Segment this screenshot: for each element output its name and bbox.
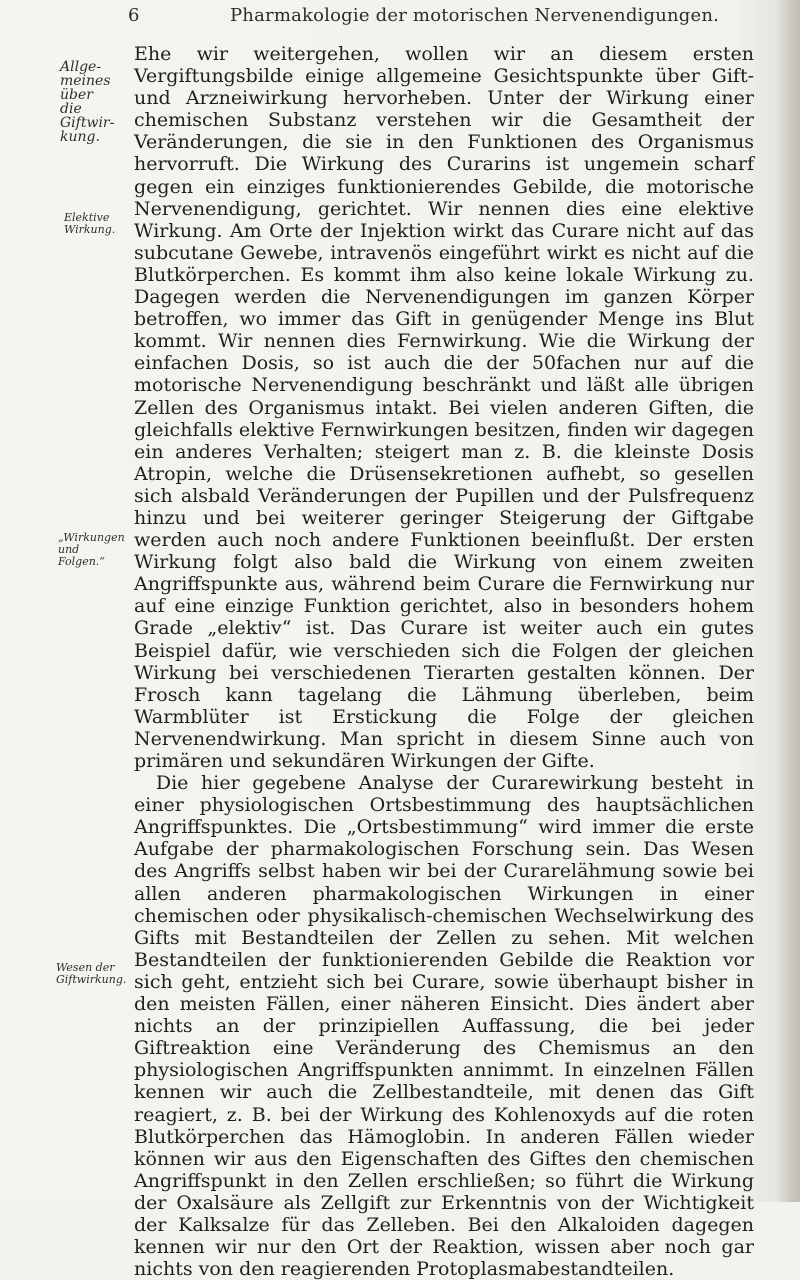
marginal-note-elective-text: Elektive Wirkung.	[64, 211, 116, 236]
marginalia	[0, 0, 127, 1202]
marginal-note-elective	[64, 212, 115, 236]
page-header	[128, 4, 748, 28]
marginal-note-effects-text: „Wirkungen und Folgen.“	[58, 531, 125, 568]
page-number: 6	[128, 5, 140, 26]
marginal-note-nature-text: Wesen der Giftwirkung.	[56, 961, 127, 986]
page-edge	[776, 0, 800, 1202]
marginal-note-effects	[58, 532, 125, 568]
running-head: Pharmakologie der motorischen Nervenendigungen.	[230, 5, 720, 26]
marginal-note-general-text: Allge- meines über die Giftwir- kung.	[60, 59, 115, 145]
main-text	[134, 43, 754, 1280]
marginal-note-general	[60, 60, 114, 144]
paragraph-1: Ehe wir weitergehen, wollen wir an diesem ersten Vergiftungsbilde einige allgemeine Gesichtspunkte über Gift- und Arzneiwirkung hervorheben. Unter der Wirkung einer chemischen Substanz verstehen wir die Gesamtheit der Veränderungen, die sie in den Funktionen des Organismus hervorruft. Die Wirkung des Curarins ist ungemein scharf gegen ein einziges funktionierendes Gebilde, die motorische Nervenendigung, gerichtet. Wir nennen dies eine elektive Wirkung. Am Orte der Injektion wirkt das Curare nicht auf das subcutane Gewebe, intravenös eingeführt wirkt es nicht auf die Blutkörperchen. Es kommt ihm also keine lokale Wirkung zu. Dagegen werden die Nervenendigungen im ganzen Körper betroffen, wo immer das Gift in genügender Menge ins Blut kommt. Wir nennen dies Fernwirkung. Wie die Wirkung der einfachen Dosis, so ist auch die der 50fachen nur auf die motorische Nervenendigung beschränkt und läßt alle übrigen Zellen des Organismus intakt. Bei vielen anderen Giften, die gleichfalls elektive Fernwirkungen besitzen, finden wir dagegen ein anderes Verhalten; steigert man z. B. die kleinste Dosis Atropin, welche die Drüsensekretionen aufhebt, so gesellen sich alsbald Veränderungen der Pupillen und der Pulsfrequenz hinzu und bei weiterer geringer Steigerung der Giftgabe werden auch noch andere Funktionen beeinflußt. Der ersten Wirkung folgt also bald die Wirkung von einem zweiten Angriffspunkte aus, während beim Curare die Fernwirkung nur auf eine einzige Funktion gerichtet, also in besonders hohem Grade „elektiv“ ist. Das Curare ist weiter auch ein gutes Beispiel dafür, wie verschieden sich die Folgen der gleichen Wirkung bei verschiedenen Tierarten gestalten können. Der Frosch kann tagelang die Lähmung überleben, beim Warmblüter ist Erstickung die Folge der gleichen Nervenendwirkung. Man spricht in diesem Sinne auch von primären und sekundären Wirkungen der Gifte.	[134, 43, 754, 772]
paragraph-2: Die hier gegebene Analyse der Curarewirkung besteht in einer physiologischen Ortsbestimmung des hauptsächlichen Angriffspunktes. Die „Ortsbestimmung“ wird immer die erste Aufgabe der pharmakologischen Forschung sein. Das Wesen des Angriffs selbst haben wir bei der Curarelähmung sowie bei allen anderen pharmakologischen Wirkungen in einer chemischen oder physikalisch-chemischen Wechselwirkung des Gifts mit Bestandteilen der Zellen zu sehen. Mit welchen Bestandteilen der funktionierenden Gebilde die Reaktion vor sich geht, entzieht sich bei Curare, sowie überhaupt bisher in den meisten Fällen, einer näheren Einsicht. Dies ändert aber nichts an der prinzipiellen Auffassung, die bei jeder Giftreaktion eine Veränderung des Chemismus an den physiologischen Angriffspunkten annimmt. In einzelnen Fällen kennen wir auch die Zellbestandteile, mit denen das Gift reagiert, z. B. bei der Wirkung des Kohlenoxyds auf die roten Blutkörperchen das Hämoglobin. In anderen Fällen wieder können wir aus den Eigenschaften des Giftes den chemischen Angriffspunkt in den Zellen erschließen; so führt die Wirkung der Oxalsäure als Zellgift zur Erkenntnis von der Wichtigkeit der Kalksalze für das Zelleben. Bei den Alkaloiden dagegen kennen wir nur den Ort der Reaktion, wissen aber noch gar nichts von den reagierenden Protoplasmabestandteilen.	[134, 772, 754, 1280]
marginal-note-nature	[56, 962, 126, 986]
